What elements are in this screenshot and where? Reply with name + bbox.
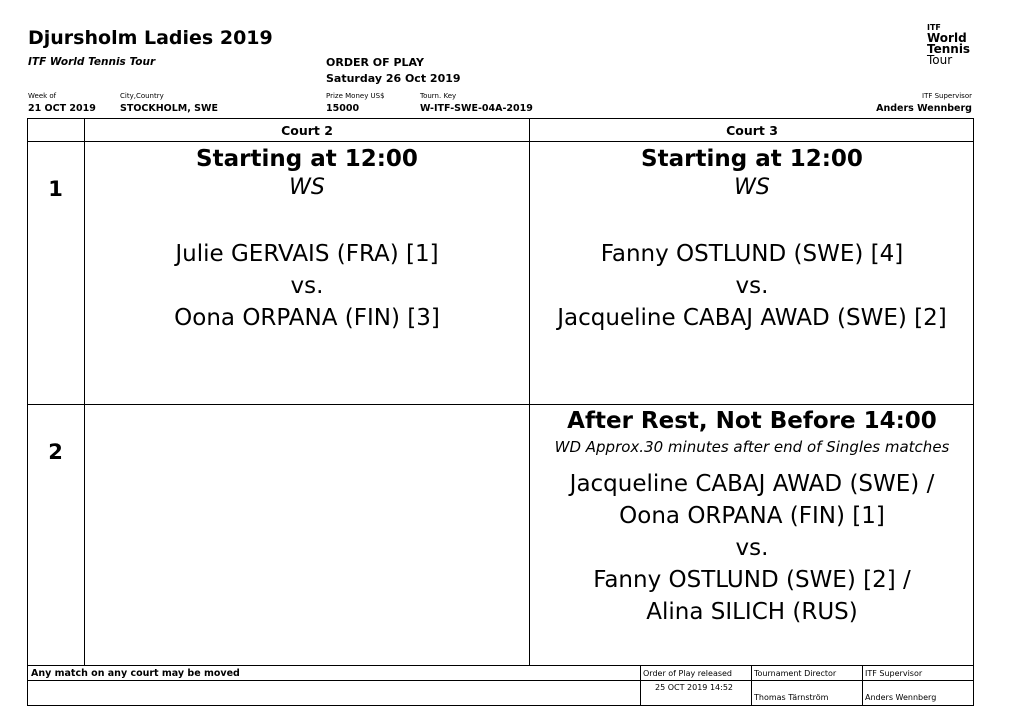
itf-world-tennis-tour-logo [927, 22, 987, 66]
header-divider [27, 141, 974, 142]
move-notice: Any match on any court may be moved [31, 668, 240, 679]
versus-label: vs. [290, 273, 324, 299]
play-date: Saturday 26 Oct 2019 [326, 72, 461, 85]
start-time: Starting at 12:00 [641, 146, 863, 172]
city-label: City,Country [120, 92, 164, 100]
start-time: Starting at 12:00 [196, 146, 418, 172]
match-cell [85, 144, 529, 334]
start-time: After Rest, Not Before 14:00 [567, 408, 937, 434]
city-value: STOCKHOLM, SWE [120, 103, 218, 114]
match-note: WD Approx.30 minutes after end of Singles matches [554, 438, 950, 456]
court-2-header: Court 2 [281, 123, 333, 138]
footer-column-divider [751, 666, 752, 706]
players [530, 238, 974, 334]
match-row-number: 1 [48, 177, 63, 201]
director-label: Tournament Director [754, 669, 837, 678]
key-label: Tourn. Key [420, 92, 457, 100]
footer-divider [27, 680, 974, 681]
row-divider [27, 404, 974, 405]
tour-subtitle: ITF World Tennis Tour [28, 56, 156, 68]
empty-match-cell [85, 406, 529, 664]
footer-supervisor-value: Anders Wennberg [865, 693, 937, 702]
event-code: WS [289, 175, 325, 200]
tournament-title: Djursholm Ladies 2019 [28, 27, 273, 49]
prize-label: Prize Money US$ [326, 92, 385, 100]
supervisor-label: ITF Supervisor [922, 92, 972, 100]
versus-label: vs. [735, 273, 769, 299]
director-value: Thomas Tärnström [754, 693, 829, 702]
event-code: WS [734, 175, 770, 200]
released-value: 25 OCT 2019 14:52 [655, 683, 733, 692]
versus-label: vs. [735, 535, 769, 561]
player-line: Oona ORPANA (FIN) [1] [619, 503, 885, 529]
week-label: Week of [28, 92, 57, 100]
logo-itf: ITF [927, 23, 941, 32]
player-line: Jacqueline CABAJ AWAD (SWE) [2] [557, 305, 947, 331]
player-line: Oona ORPANA (FIN) [3] [174, 305, 440, 331]
player-line: Fanny OSTLUND (SWE) [2] / [593, 567, 911, 593]
players [530, 468, 974, 628]
player-line: Jacqueline CABAJ AWAD (SWE) / [569, 471, 935, 497]
released-label: Order of Play released [643, 669, 733, 678]
logo-line3: Tour [927, 53, 953, 67]
footer-column-divider [640, 666, 641, 706]
prize-value: 15000 [326, 103, 360, 114]
match-cell [530, 144, 974, 334]
supervisor-value: Anders Wennberg [876, 103, 972, 114]
week-value: 21 OCT 2019 [28, 103, 96, 114]
player-line: Alina SILICH (RUS) [646, 599, 858, 625]
match-cell [530, 406, 974, 628]
players [85, 238, 529, 334]
court-3-header: Court 3 [726, 123, 778, 138]
footer-supervisor-label: ITF Supervisor [865, 669, 923, 678]
logo-line2: Tennis [927, 42, 971, 56]
footer-column-divider [862, 666, 863, 706]
order-of-play-heading: ORDER OF PLAY [326, 56, 424, 69]
match-row-number: 2 [48, 440, 63, 464]
logo-line1: World [927, 31, 967, 45]
player-line: Julie GERVAIS (FRA) [1] [175, 241, 439, 267]
player-line: Fanny OSTLUND (SWE) [4] [600, 241, 904, 267]
key-value: W-ITF-SWE-04A-2019 [420, 103, 533, 114]
